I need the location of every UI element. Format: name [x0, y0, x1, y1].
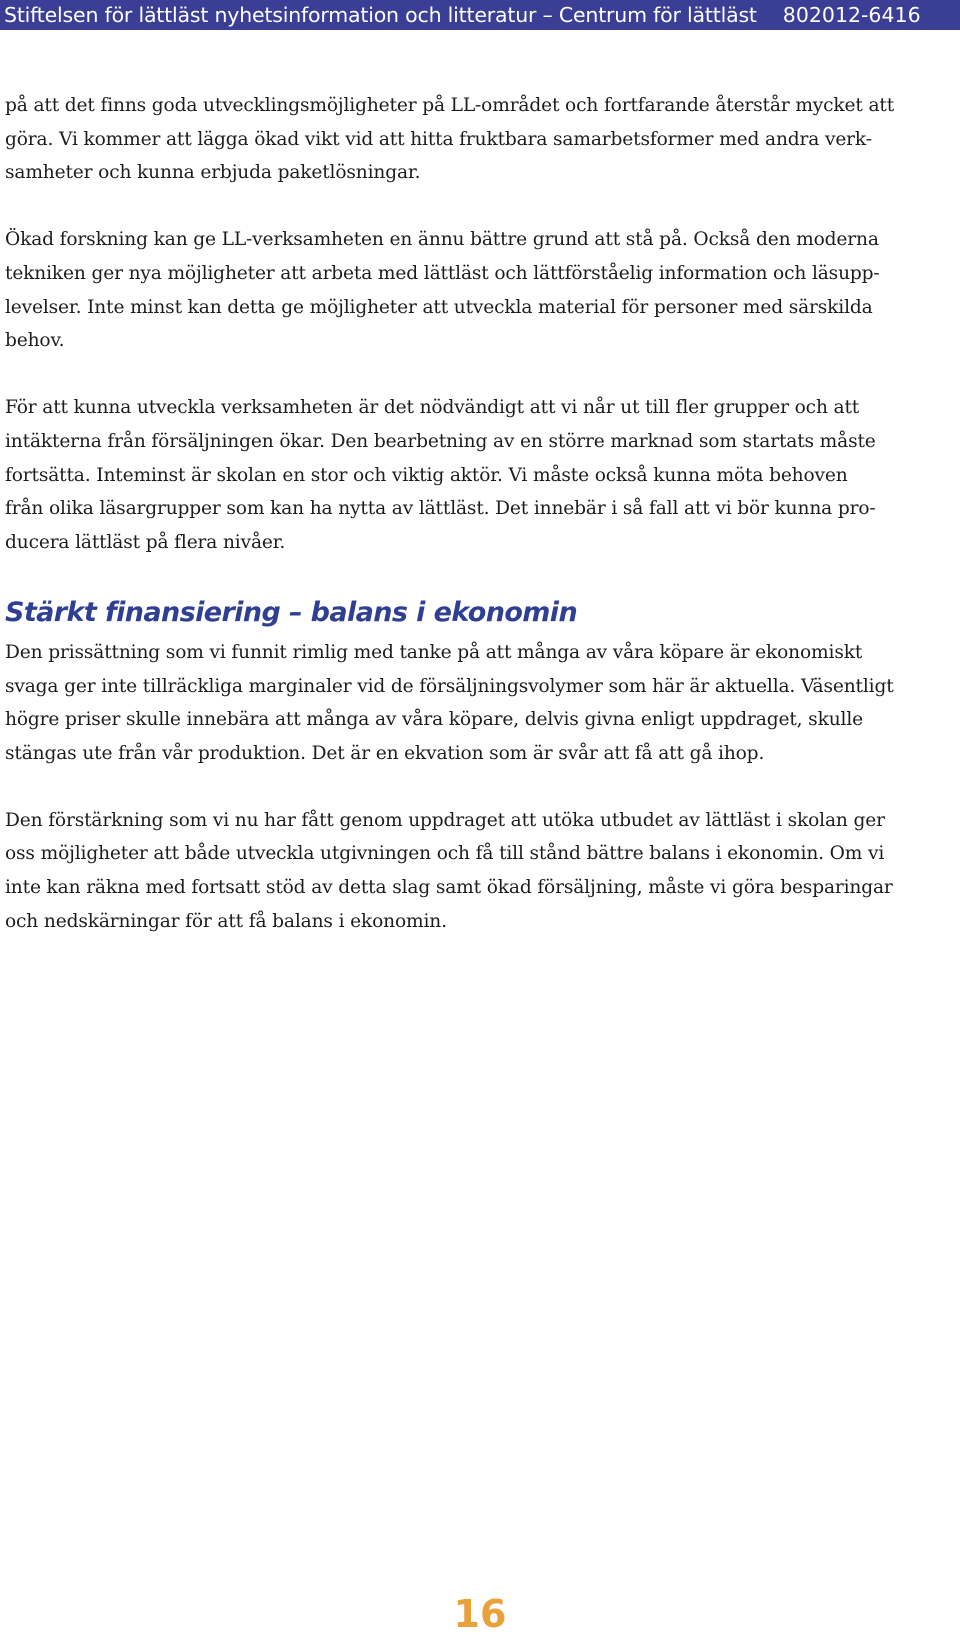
- text-line: göra. Vi kommer att lägga ökad vikt vid att hitta fruktbara samarbetsformer med andra verk-: [5, 128, 872, 150]
- text-line: inte kan räkna med fortsatt stöd av detta slag samt ökad försäljning, måste vi göra besparingar: [5, 877, 893, 899]
- header-organization: Stiftelsen för lättläst nyhetsinformation och litteratur – Centrum för lättläst: [4, 3, 757, 27]
- text-line: Ökad forskning kan ge LL-verksamheten en ännu bättre grund att stå på. Också den moderna: [5, 229, 879, 251]
- paragraph: [5, 223, 957, 357]
- text-line: svaga ger inte tillräckliga marginaler vid de försäljningsvolymer som här är aktuella. Väsentligt: [5, 675, 894, 697]
- section-heading: Stärkt finansiering – balans i ekonomin: [5, 596, 578, 628]
- text-line: högre priser skulle innebära att många av våra köpare, delvis givna enligt uppdraget, skulle: [5, 709, 863, 731]
- page-content: [5, 89, 957, 972]
- paragraph: [5, 636, 957, 770]
- text-line: och nedskärningar för att få balans i ekonomin.: [5, 910, 447, 932]
- text-line: För att kunna utveckla verksamheten är det nödvändigt att vi når ut till fler grupper och att: [5, 397, 860, 419]
- text-line: från olika läsargrupper som kan ha nytta av lättläst. Det innebär i så fall att vi bör kunna pro-: [5, 498, 876, 520]
- text-line: samheter och kunna erbjuda paketlösningar.: [5, 162, 421, 184]
- page-number: 16: [453, 1592, 507, 1636]
- running-header: [0, 0, 960, 30]
- text-line: Den förstärkning som vi nu har fått genom uppdraget att utöka utbudet av lättläst i skolan ger: [5, 809, 885, 831]
- text-line: intäkterna från försäljningen ökar. Den bearbetning av en större marknad som startats måste: [5, 430, 876, 452]
- text-line: på att det finns goda utvecklingsmöjligheter på LL-området och fortfarande återstår mycket att: [5, 95, 895, 116]
- text-line: stängas ute från vår produktion. Det är en ekvation som är svår att få att gå ihop.: [5, 742, 765, 764]
- header-org-number: 802012-6416: [782, 3, 921, 27]
- paragraph: [5, 804, 957, 938]
- text-line: tekniken ger nya möjligheter att arbeta med lättläst och lättförståelig information och läsupp-: [5, 262, 880, 284]
- text-line: ducera lättläst på flera nivåer.: [5, 531, 286, 553]
- text-line: fortsätta. Inteminst är skolan en stor och viktig aktör. Vi måste också kunna möta behoven: [5, 464, 848, 486]
- text-line: levelser. Inte minst kan detta ge möjligheter att utveckla material för personer med särskilda: [5, 296, 873, 318]
- text-line: behov.: [5, 330, 65, 352]
- paragraph: [5, 391, 957, 559]
- text-line: oss möjligheter att både utveckla utgivningen och få till stånd bättre balans i ekonomin. Om vi: [5, 843, 885, 865]
- paragraph: [5, 89, 957, 190]
- text-line: Den prissättning som vi funnit rimlig med tanke på att många av våra köpare är ekonomiskt: [5, 641, 863, 663]
